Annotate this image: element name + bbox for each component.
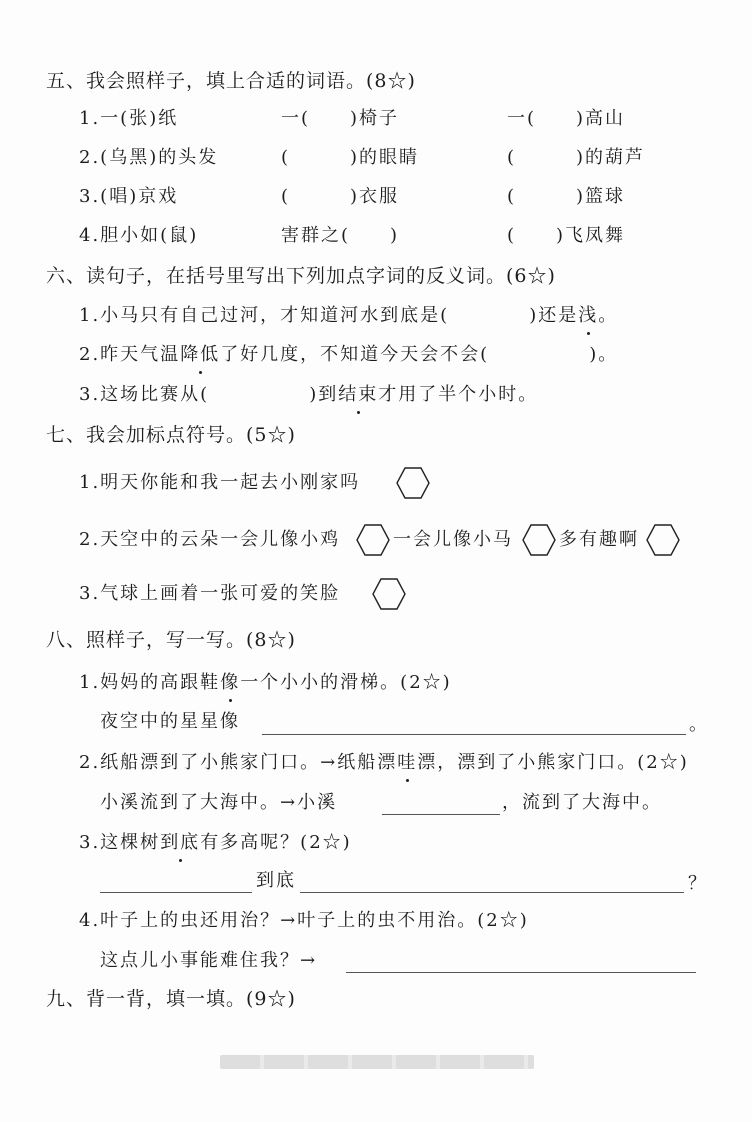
s6-q2 xyxy=(79,342,618,368)
s5-row-1 xyxy=(79,106,699,132)
s7-q2-part-2: 一会儿像小马 xyxy=(393,529,513,550)
s5-r1-c1: 1.一(张)纸 xyxy=(79,108,179,129)
s8-q3-answer-line-1[interactable] xyxy=(100,892,252,893)
s6-q2-dotted: 降低 xyxy=(180,342,220,368)
s8-q2-answer-prompt: 小溪流到了大海中。→小溪 xyxy=(100,792,338,813)
s5-r3-c1: 3.(唱)京戏 xyxy=(79,186,179,207)
s8-q1-answer-end: 。 xyxy=(689,714,709,735)
section-8-title: 八、照样子，写一写。(8☆) xyxy=(46,629,296,651)
punctuation-box-3[interactable] xyxy=(521,522,557,558)
s5-row-4 xyxy=(79,223,699,249)
s6-q2-end: 了好几度，不知道今天会不会( )。 xyxy=(220,344,619,365)
s5-r2-c3: ( )的葫芦 xyxy=(507,147,646,168)
s8-q3-dotted: 到底 xyxy=(160,830,200,856)
s8-q1-text: 1.妈妈的高跟鞋 xyxy=(79,672,221,693)
s7-q1: 1.明天你能和我一起去小刚家吗 xyxy=(79,472,361,493)
punctuation-box-1[interactable] xyxy=(395,465,431,501)
s6-q3-end: 才用了半个小时。 xyxy=(378,384,539,405)
s6-q3-dotted: 结束 xyxy=(338,382,378,408)
s8-q4: 4.叶子上的虫还用治？→叶子上的虫不用治。(2☆) xyxy=(79,910,529,931)
s8-q2-end: ，漂到了小熊家门口。(2☆) xyxy=(437,752,689,773)
blurred-footer-watermark xyxy=(220,1055,534,1069)
punctuation-box-4[interactable] xyxy=(645,522,681,558)
s6-q1-dotted: 浅 xyxy=(578,303,598,329)
s7-q2-part-3: 多有趣啊 xyxy=(559,529,639,550)
section-6-title: 六、读句子，在括号里写出下列加点字词的反义词。(6☆) xyxy=(46,265,556,287)
s5-r1-c3: 一( )高山 xyxy=(507,108,626,129)
punctuation-box-2[interactable] xyxy=(355,522,391,558)
s8-q2-answer-line[interactable] xyxy=(382,814,500,815)
punctuation-box-5[interactable] xyxy=(371,576,407,612)
s5-r1-c2: 一( )椅子 xyxy=(281,108,400,129)
s6-q1-text: 1.小马只有自己过河，才知道河水到底是( )还是 xyxy=(79,305,579,326)
s6-q1 xyxy=(79,303,618,329)
section-5-title: 五、我会照样子，填上合适的词语。(8☆) xyxy=(46,70,416,92)
s8-q1-end: 一个小小的滑梯。(2☆) xyxy=(240,672,452,693)
s8-q2-answer-end: ，流到了大海中。 xyxy=(502,792,662,813)
s5-r4-c2: 害群之( ) xyxy=(281,225,400,246)
s5-r2-c1: 2.(乌黑)的头发 xyxy=(79,147,219,168)
s8-q1-dotted: 像 xyxy=(220,670,240,696)
s6-q3-text: 3.这场比赛从( )到 xyxy=(79,384,339,405)
s8-q1-answer-prompt: 夜空中的星星像 xyxy=(100,711,240,732)
s8-q3-answer-line-2[interactable] xyxy=(300,892,684,893)
s5-r2-c2: ( )的眼睛 xyxy=(281,147,420,168)
section-7-title: 七、我会加标点符号。(5☆) xyxy=(46,424,296,446)
s6-q1-end: 。 xyxy=(598,305,619,326)
s8-q3 xyxy=(79,830,352,856)
s5-r4-c1: 4.胆小如(鼠) xyxy=(79,225,199,246)
s6-q2-text: 2.昨天气温 xyxy=(79,344,181,365)
s8-q3-answer-end: ？ xyxy=(688,873,708,894)
s7-q2-part-1: 2.天空中的云朵一会儿像小鸡 xyxy=(79,529,341,550)
s8-q3-end: 有多高呢？(2☆) xyxy=(200,832,352,853)
s8-q4-answer-prompt: 这点儿小事能难住我？→ xyxy=(100,950,318,971)
s7-q3: 3.气球上画着一张可爱的笑脸 xyxy=(79,583,341,604)
section-9-title: 九、背一背，填一填。(9☆) xyxy=(46,988,296,1010)
s8-q1-answer-line[interactable] xyxy=(262,734,686,735)
s8-q2-text: 2.纸船漂到了小熊家门口。→纸船 xyxy=(79,752,378,773)
s5-r4-c3: ( )飞凤舞 xyxy=(507,225,626,246)
s8-q3-text: 3.这棵树 xyxy=(79,832,161,853)
s8-q2 xyxy=(79,750,689,776)
s8-q2-dotted: 漂哇漂 xyxy=(377,750,437,776)
s8-q1 xyxy=(79,670,452,696)
s5-r3-c3: ( )篮球 xyxy=(507,186,626,207)
s6-q3 xyxy=(79,382,538,408)
s8-q4-answer-line[interactable] xyxy=(346,972,696,973)
s5-row-3 xyxy=(79,184,699,210)
s5-row-2 xyxy=(79,145,699,171)
s8-q3-answer-mid: 到底 xyxy=(256,870,296,891)
s5-r3-c2: ( )衣服 xyxy=(281,186,400,207)
